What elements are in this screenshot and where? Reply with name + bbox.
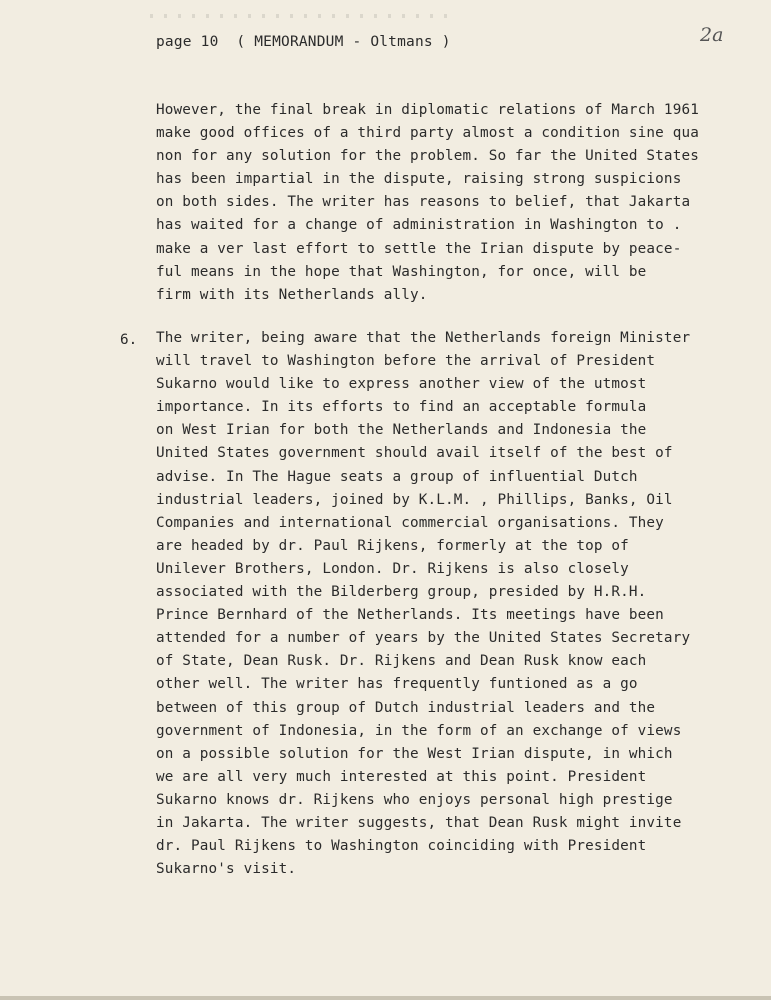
paragraph-number: 6. bbox=[120, 332, 138, 348]
handwritten-page-note: 2a bbox=[700, 24, 724, 46]
text-line: are headed by dr. Paul Rijkens, formerly at the top of bbox=[156, 537, 629, 554]
text-line: However, the final break in diplomatic relations of March 1961 bbox=[156, 102, 699, 118]
text-line: Sukarno's visit. bbox=[156, 861, 297, 878]
text-line: on West Irian for both the Netherlands and Indonesia the bbox=[156, 422, 647, 439]
text-line: Sukarno knows dr. Rijkens who enjoys personal high prestige bbox=[156, 791, 673, 808]
page-bottom-edge bbox=[0, 996, 771, 1000]
paragraph-continuation bbox=[156, 99, 756, 307]
text-line: Companies and international commercial organisations. They bbox=[156, 514, 664, 531]
text-line: other well. The writer has frequently funtioned as a go bbox=[156, 676, 638, 693]
text-line: United States government should avail itself of the best of bbox=[156, 445, 673, 462]
text-line: make good offices of a third party almost a condition sine qua bbox=[156, 125, 699, 142]
text-line: has waited for a change of administration in Washington to . bbox=[156, 217, 682, 234]
top-edge-smudge bbox=[150, 14, 450, 18]
text-line: dr. Paul Rijkens to Washington coinciding with President bbox=[156, 838, 647, 855]
text-line: make a ver last effort to settle the Irian dispute by peace- bbox=[156, 240, 682, 257]
text-line: will travel to Washington before the arrival of President bbox=[156, 353, 656, 370]
text-line: we are all very much interested at this point. President bbox=[156, 768, 647, 785]
text-line: of State, Dean Rusk. Dr. Rijkens and Dean Rusk know each bbox=[156, 653, 647, 670]
text-line: on a possible solution for the West Irian dispute, in which bbox=[156, 745, 673, 762]
text-line: has been impartial in the dispute, raising strong suspicions bbox=[156, 171, 682, 188]
text-line: between of this group of Dutch industrial leaders and the bbox=[156, 699, 656, 716]
text-line: ful means in the hope that Washington, for once, will be bbox=[156, 263, 647, 280]
text-line: attended for a number of years by the United States Secretary bbox=[156, 630, 691, 647]
text-line: firm with its Netherlands ally. bbox=[156, 286, 428, 303]
text-line: Prince Bernhard of the Netherlands. Its meetings have been bbox=[156, 607, 664, 624]
text-line: non for any solution for the problem. So far the United States bbox=[156, 148, 699, 165]
text-line: Sukarno would like to express another view of the utmost bbox=[156, 376, 647, 393]
text-line: advise. In The Hague seats a group of influential Dutch bbox=[156, 468, 638, 485]
text-line: industrial leaders, joined by K.L.M. , Phillips, Banks, Oil bbox=[156, 491, 673, 508]
text-line: The writer, being aware that the Netherlands foreign Minister bbox=[156, 330, 691, 346]
text-line: importance. In its efforts to find an acceptable formula bbox=[156, 399, 647, 416]
text-line: on both sides. The writer has reasons to belief, that Jakarta bbox=[156, 194, 691, 211]
text-line: in Jakarta. The writer suggests, that Dean Rusk might invite bbox=[156, 814, 682, 831]
text-line: Unilever Brothers, London. Dr. Rijkens is also closely bbox=[156, 560, 629, 577]
text-line: associated with the Bilderberg group, presided by H.R.H. bbox=[156, 584, 647, 601]
paragraph-6 bbox=[156, 327, 756, 881]
text-line: government of Indonesia, in the form of an exchange of views bbox=[156, 722, 682, 739]
page-header: page 10 ( MEMORANDUM - Oltmans ) bbox=[156, 34, 451, 50]
